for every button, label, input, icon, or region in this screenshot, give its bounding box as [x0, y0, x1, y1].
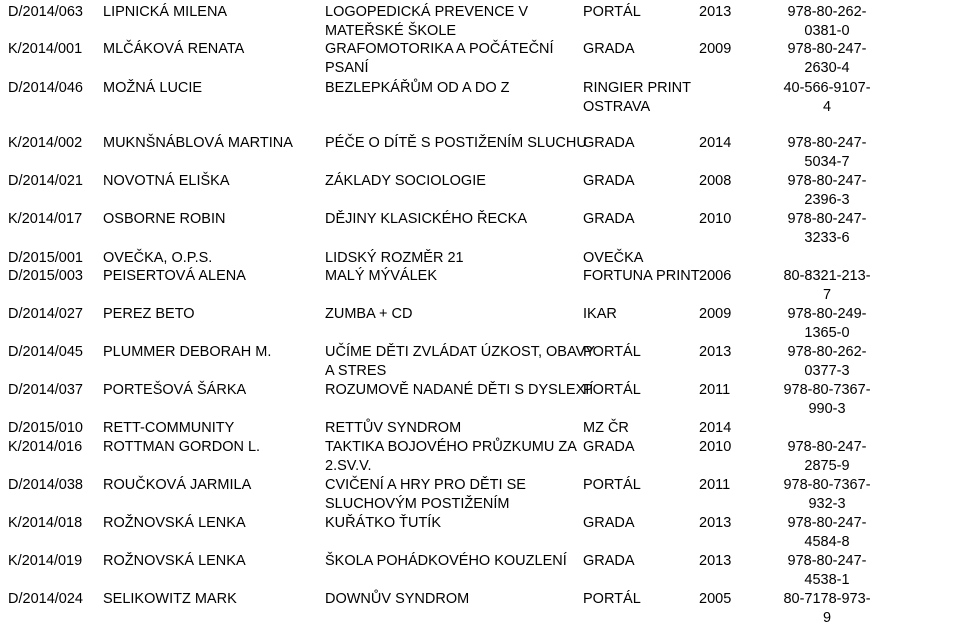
- title-cell-line: UČÍME DĚTI ZVLÁDAT ÚZKOST, OBAVY: [325, 344, 595, 360]
- signature-cell: D/2014/046: [8, 80, 83, 96]
- title-cell-line: MATEŘSKÉ ŠKOLE: [325, 23, 457, 40]
- author-cell: SELIKOWITZ MARK: [103, 591, 237, 607]
- author-cell: PLUMMER DEBORAH M.: [103, 344, 272, 360]
- publisher-cell: [583, 476, 641, 495]
- year-cell: 2005: [699, 591, 732, 607]
- publisher-cell: [583, 381, 641, 400]
- signature-cell: D/2015/001: [8, 250, 83, 266]
- title-cell-line: PÉČE O DÍTĚ S POSTIŽENÍM SLUCHU: [325, 135, 587, 151]
- signature-cell: D/2014/024: [8, 591, 83, 607]
- publisher-cell-line: GRADA: [583, 553, 635, 569]
- title-cell: [325, 590, 469, 609]
- isbn-cell: [779, 381, 875, 420]
- title-cell-line: BEZLEPKÁŘŮM OD A DO Z: [325, 80, 510, 96]
- title-cell-line: ŠKOLA POHÁDKOVÉHO KOUZLENÍ: [325, 553, 567, 569]
- isbn-cell: [779, 210, 875, 249]
- title-cell: [325, 79, 510, 98]
- title-cell-line: CVIČENÍ A HRY PRO DĚTI SE: [325, 477, 526, 493]
- isbn-cell-line: 5034-7: [804, 154, 850, 171]
- title-cell-line: KUŘÁTKO ŤUTÍK: [325, 515, 442, 531]
- publisher-cell-line: PORTÁL: [583, 344, 641, 360]
- title-cell: [325, 267, 437, 286]
- isbn-cell: [779, 552, 875, 591]
- publisher-cell: [583, 590, 641, 609]
- title-cell: [325, 343, 595, 382]
- author-cell: MOŽNÁ LUCIE: [103, 80, 203, 96]
- title-cell: [325, 210, 527, 229]
- year-cell: 2010: [699, 439, 732, 455]
- year-cell: 2008: [699, 173, 732, 189]
- isbn-cell-line: 978-80-262-: [787, 4, 867, 20]
- year-cell: 2006: [699, 268, 732, 284]
- title-cell: [325, 438, 577, 477]
- publisher-cell: [583, 249, 643, 268]
- title-cell-line: PSANÍ: [325, 60, 369, 77]
- publisher-cell: [583, 172, 635, 191]
- title-cell: [325, 172, 486, 191]
- title-cell-line: RETTŮV SYNDROM: [325, 420, 462, 436]
- title-cell-line: GRAFOMOTORIKA A POČÁTEČNÍ: [325, 41, 554, 57]
- publisher-cell: [583, 210, 635, 229]
- isbn-cell-line: 3233-6: [804, 230, 850, 247]
- isbn-cell-line: 0377-3: [804, 363, 850, 380]
- publisher-cell: [583, 267, 700, 286]
- year-cell: 2013: [699, 4, 732, 20]
- isbn-cell-line: 978-80-262-: [787, 344, 867, 360]
- title-cell: [325, 419, 461, 438]
- publisher-cell-line: OVEČKA: [583, 250, 644, 266]
- title-cell: [325, 552, 567, 571]
- author-cell: ROŽNOVSKÁ LENKA: [103, 515, 246, 531]
- publisher-cell: [583, 79, 691, 118]
- publisher-cell-line: PORTÁL: [583, 591, 641, 607]
- signature-cell: D/2015/003: [8, 268, 83, 284]
- isbn-cell-line: 978-80-247-: [787, 553, 867, 569]
- publisher-cell-line: GRADA: [583, 135, 635, 151]
- isbn-cell: [779, 476, 875, 515]
- isbn-cell: [779, 172, 875, 211]
- isbn-cell: [779, 438, 875, 477]
- isbn-cell-line: 978-80-247-: [787, 135, 867, 151]
- publisher-cell-line: GRADA: [583, 515, 635, 531]
- publisher-cell: [583, 305, 617, 324]
- author-cell: OSBORNE ROBIN: [103, 211, 226, 227]
- isbn-cell-line: 9: [822, 610, 832, 627]
- publisher-cell: [583, 134, 635, 153]
- publisher-cell-line: IKAR: [583, 306, 617, 322]
- isbn-cell-line: 978-80-7367-: [783, 382, 871, 398]
- title-cell: [325, 476, 526, 515]
- author-cell: ROUČKOVÁ JARMILA: [103, 477, 252, 493]
- author-cell: MLČÁKOVÁ RENATA: [103, 41, 245, 57]
- signature-cell: D/2014/063: [8, 4, 83, 20]
- isbn-cell-line: 0381-0: [804, 23, 850, 40]
- title-cell-line: DOWNŮV SYNDROM: [325, 591, 470, 607]
- isbn-cell-line: 978-80-247-: [787, 515, 867, 531]
- isbn-cell-line: 978-80-7367-: [783, 477, 871, 493]
- author-cell: PEREZ BETO: [103, 306, 195, 322]
- publisher-cell: [583, 40, 635, 59]
- signature-cell: K/2014/002: [8, 135, 83, 151]
- signature-cell: K/2014/001: [8, 41, 83, 57]
- author-cell: MUKNŠNÁBLOVÁ MARTINA: [103, 135, 293, 151]
- title-cell-line: DĚJINY KLASICKÉHO ŘECKA: [325, 211, 527, 227]
- publisher-cell-line: GRADA: [583, 439, 635, 455]
- title-cell-line: SLUCHOVÝM POSTIŽENÍM: [325, 496, 510, 513]
- publisher-cell: [583, 419, 629, 438]
- year-cell: 2011: [699, 477, 731, 493]
- author-cell: RETT-COMMUNITY: [103, 420, 235, 436]
- isbn-cell-line: 40-566-9107-: [783, 80, 871, 96]
- signature-cell: K/2014/017: [8, 211, 83, 227]
- author-cell: OVEČKA, O.P.S.: [103, 250, 213, 266]
- title-cell-line: LOGOPEDICKÁ PREVENCE V: [325, 4, 529, 20]
- author-cell: NOVOTNÁ ELIŠKA: [103, 173, 230, 189]
- publisher-cell-line: RINGIER PRINT: [583, 80, 691, 96]
- signature-cell: D/2014/045: [8, 344, 83, 360]
- signature-cell: D/2014/027: [8, 306, 83, 322]
- author-cell: ROTTMAN GORDON L.: [103, 439, 261, 455]
- isbn-cell-line: 990-3: [808, 401, 846, 418]
- year-cell: 2010: [699, 211, 732, 227]
- isbn-cell-line: 932-3: [808, 496, 846, 513]
- title-cell: [325, 249, 464, 268]
- isbn-cell: [779, 134, 875, 173]
- isbn-cell-line: 2396-3: [804, 192, 850, 209]
- publisher-cell: [583, 3, 641, 22]
- signature-cell: D/2015/010: [8, 420, 83, 436]
- author-cell: LIPNICKÁ MILENA: [103, 4, 228, 20]
- title-cell: [325, 134, 587, 153]
- year-cell: 2011: [699, 382, 731, 398]
- publisher-cell-line: GRADA: [583, 211, 635, 227]
- isbn-cell-line: 7: [822, 287, 832, 304]
- author-cell: PEISERTOVÁ ALENA: [103, 268, 246, 284]
- publisher-cell-line: MZ ČR: [583, 420, 629, 436]
- author-cell: ROŽNOVSKÁ LENKA: [103, 553, 246, 569]
- signature-cell: K/2014/018: [8, 515, 83, 531]
- isbn-cell-line: 2630-4: [804, 60, 850, 77]
- publisher-cell: [583, 438, 635, 457]
- isbn-cell: [779, 305, 875, 344]
- publisher-cell-line: OSTRAVA: [583, 99, 651, 116]
- title-cell-line: ZÁKLADY SOCIOLOGIE: [325, 173, 486, 189]
- author-cell: PORTEŠOVÁ ŠÁRKA: [103, 382, 247, 398]
- isbn-cell-line: 4584-8: [804, 534, 850, 551]
- title-cell-line: 2.SV.V.: [325, 458, 372, 475]
- isbn-cell-line: 978-80-247-: [787, 439, 867, 455]
- isbn-cell-line: 1365-0: [804, 325, 850, 342]
- isbn-cell: [779, 79, 875, 118]
- isbn-cell: [779, 40, 875, 79]
- publisher-cell: [583, 514, 635, 533]
- isbn-cell-line: 978-80-247-: [787, 211, 867, 227]
- signature-cell: D/2014/038: [8, 477, 83, 493]
- publisher-cell: [583, 552, 635, 571]
- year-cell: 2013: [699, 344, 732, 360]
- isbn-cell-line: 978-80-247-: [787, 41, 867, 57]
- title-cell: [325, 3, 528, 42]
- title-cell-line: TAKTIKA BOJOVÉHO PRŮZKUMU ZA: [325, 439, 577, 455]
- year-cell: 2014: [699, 135, 732, 151]
- title-cell-line: MALÝ MÝVÁLEK: [325, 268, 438, 284]
- title-cell: [325, 305, 412, 324]
- signature-cell: D/2014/037: [8, 382, 83, 398]
- isbn-cell-line: 978-80-247-: [787, 173, 867, 189]
- publisher-cell: [583, 343, 641, 362]
- publisher-cell-line: PORTÁL: [583, 477, 641, 493]
- isbn-cell-line: 4: [822, 99, 832, 116]
- year-cell: 2014: [699, 420, 732, 436]
- title-cell-line: A STRES: [325, 363, 387, 380]
- title-cell: [325, 40, 554, 79]
- isbn-cell: [779, 514, 875, 553]
- year-cell: 2013: [699, 553, 732, 569]
- title-cell-line: ZUMBA + CD: [325, 306, 413, 322]
- isbn-cell: [779, 267, 875, 306]
- isbn-cell: [779, 3, 875, 42]
- signature-cell: K/2014/016: [8, 439, 83, 455]
- isbn-cell: [779, 343, 875, 382]
- publisher-cell-line: PORTÁL: [583, 4, 641, 20]
- publisher-cell-line: GRADA: [583, 41, 635, 57]
- isbn-cell-line: 80-7178-973-: [783, 591, 871, 607]
- year-cell: 2013: [699, 515, 732, 531]
- isbn-cell-line: 978-80-249-: [787, 306, 867, 322]
- publisher-cell-line: FORTUNA PRINT: [583, 268, 700, 284]
- signature-cell: D/2014/021: [8, 173, 83, 189]
- publisher-cell-line: GRADA: [583, 173, 635, 189]
- title-cell-line: LIDSKÝ ROZMĚR 21: [325, 250, 464, 266]
- isbn-cell-line: 2875-9: [804, 458, 850, 475]
- title-cell: [325, 381, 593, 400]
- signature-cell: K/2014/019: [8, 553, 83, 569]
- publisher-cell-line: PORTÁL: [583, 382, 641, 398]
- title-cell-line: ROZUMOVĚ NADANÉ DĚTI S DYSLEXIÍ: [325, 382, 594, 398]
- year-cell: 2009: [699, 306, 732, 322]
- year-cell: 2009: [699, 41, 732, 57]
- title-cell: [325, 514, 441, 533]
- isbn-cell: [779, 590, 875, 629]
- isbn-cell-line: 4538-1: [804, 572, 850, 589]
- isbn-cell-line: 80-8321-213-: [783, 268, 871, 284]
